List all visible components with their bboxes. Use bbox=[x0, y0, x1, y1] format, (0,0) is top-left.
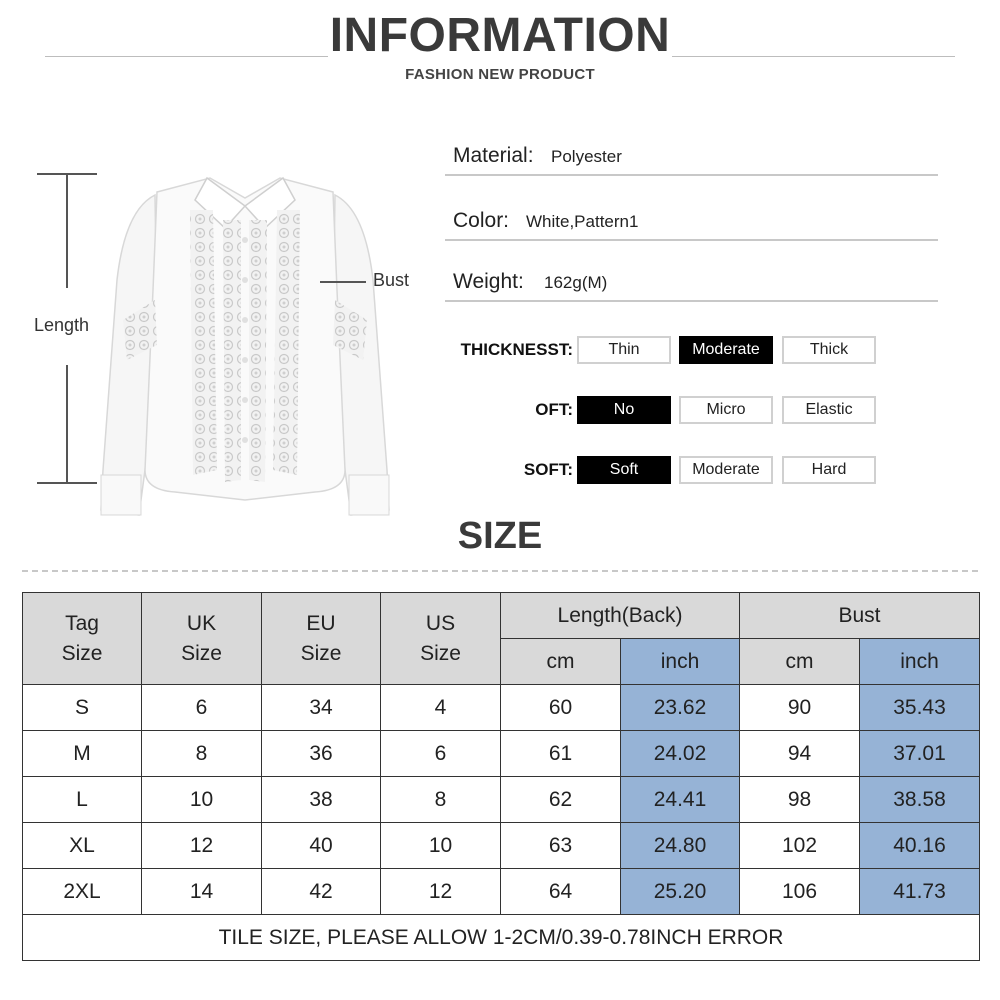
cell-uk: 6 bbox=[142, 685, 262, 731]
color-value: White,Pattern1 bbox=[526, 212, 639, 231]
cell-eu: 34 bbox=[262, 685, 381, 731]
cell-tag: 2XL bbox=[23, 869, 142, 915]
header-eu-size: EU Size bbox=[262, 593, 381, 685]
cell-us: 6 bbox=[381, 731, 501, 777]
cell-bust-inch: 37.01 bbox=[860, 731, 980, 777]
thickness-thin: Thin bbox=[577, 336, 671, 364]
cell-bust-cm: 102 bbox=[740, 823, 860, 869]
shirt-image bbox=[95, 170, 395, 530]
table-row bbox=[23, 869, 980, 915]
table-row bbox=[23, 685, 980, 731]
material-value: Polyester bbox=[551, 147, 622, 166]
bust-label: Bust bbox=[373, 270, 410, 290]
length-measure-bottom-tick bbox=[37, 482, 97, 484]
cell-bust-cm: 94 bbox=[740, 731, 860, 777]
cell-tag: L bbox=[23, 777, 142, 823]
header-bust-inch: inch bbox=[860, 639, 980, 685]
thickness-thick: Thick bbox=[782, 336, 876, 364]
cell-uk: 14 bbox=[142, 869, 262, 915]
cell-bust-inch: 38.58 bbox=[860, 777, 980, 823]
oft-label: OFT: bbox=[535, 400, 573, 419]
cell-length-cm: 62 bbox=[501, 777, 621, 823]
length-measure-line-top bbox=[66, 173, 68, 288]
material-row bbox=[445, 138, 938, 176]
table-row bbox=[23, 731, 980, 777]
cell-bust-cm: 98 bbox=[740, 777, 860, 823]
bust-pointer-line bbox=[320, 281, 366, 283]
cell-us: 12 bbox=[381, 869, 501, 915]
soft-hard: Hard bbox=[782, 456, 876, 484]
color-key: Color: bbox=[453, 209, 510, 232]
oft-no: No bbox=[577, 396, 671, 424]
cell-length-inch: 25.20 bbox=[621, 869, 740, 915]
soft-label: SOFT: bbox=[523, 460, 573, 479]
cell-tag: M bbox=[23, 731, 142, 777]
cell-tag: XL bbox=[23, 823, 142, 869]
header-bust: Bust bbox=[740, 593, 980, 639]
page-subtitle: FASHION NEW PRODUCT bbox=[405, 66, 595, 83]
header-length-inch: inch bbox=[621, 639, 740, 685]
page-title: INFORMATION bbox=[329, 9, 671, 62]
cell-us: 8 bbox=[381, 777, 501, 823]
cell-eu: 36 bbox=[262, 731, 381, 777]
cell-uk: 12 bbox=[142, 823, 262, 869]
oft-elastic: Elastic bbox=[782, 396, 876, 424]
cell-eu: 42 bbox=[262, 869, 381, 915]
cell-uk: 8 bbox=[142, 731, 262, 777]
size-divider bbox=[22, 570, 978, 572]
thickness-label: THICKNESST: bbox=[460, 340, 573, 359]
cell-bust-inch: 40.16 bbox=[860, 823, 980, 869]
cell-length-cm: 61 bbox=[501, 731, 621, 777]
header-length-cm: cm bbox=[501, 639, 621, 685]
cell-bust-inch: 35.43 bbox=[860, 685, 980, 731]
cell-tag: S bbox=[23, 685, 142, 731]
material-key: Material: bbox=[453, 144, 534, 167]
size-title: SIZE bbox=[457, 515, 543, 557]
header-us-size: US Size bbox=[381, 593, 501, 685]
size-table bbox=[22, 592, 980, 961]
cell-bust-cm: 90 bbox=[740, 685, 860, 731]
cell-length-inch: 24.41 bbox=[621, 777, 740, 823]
cell-length-cm: 63 bbox=[501, 823, 621, 869]
cell-eu: 38 bbox=[262, 777, 381, 823]
color-row bbox=[445, 203, 938, 241]
table-row bbox=[23, 777, 980, 823]
cell-length-cm: 60 bbox=[501, 685, 621, 731]
weight-key: Weight: bbox=[453, 270, 524, 293]
cell-length-inch: 24.02 bbox=[621, 731, 740, 777]
weight-row bbox=[445, 264, 938, 302]
header-tag-size: Tag Size bbox=[23, 593, 142, 685]
oft-micro: Micro bbox=[679, 396, 773, 424]
header-uk-size: UK Size bbox=[142, 593, 262, 685]
cell-uk: 10 bbox=[142, 777, 262, 823]
cell-length-inch: 23.62 bbox=[621, 685, 740, 731]
cell-us: 4 bbox=[381, 685, 501, 731]
cell-bust-inch: 41.73 bbox=[860, 869, 980, 915]
length-label: Length bbox=[34, 315, 90, 335]
table-row bbox=[23, 823, 980, 869]
soft-soft: Soft bbox=[577, 456, 671, 484]
header-length: Length(Back) bbox=[501, 593, 740, 639]
cell-eu: 40 bbox=[262, 823, 381, 869]
cell-us: 10 bbox=[381, 823, 501, 869]
weight-value: 162g(M) bbox=[544, 273, 608, 292]
header-bust-cm: cm bbox=[740, 639, 860, 685]
size-note: TILE SIZE, PLEASE ALLOW 1-2CM/0.39-0.78INCH ERROR bbox=[23, 915, 980, 961]
cell-length-cm: 64 bbox=[501, 869, 621, 915]
length-measure-line-bottom bbox=[66, 365, 68, 482]
cell-bust-cm: 106 bbox=[740, 869, 860, 915]
cell-length-inch: 24.80 bbox=[621, 823, 740, 869]
thickness-moderate: Moderate bbox=[679, 336, 773, 364]
soft-moderate: Moderate bbox=[679, 456, 773, 484]
